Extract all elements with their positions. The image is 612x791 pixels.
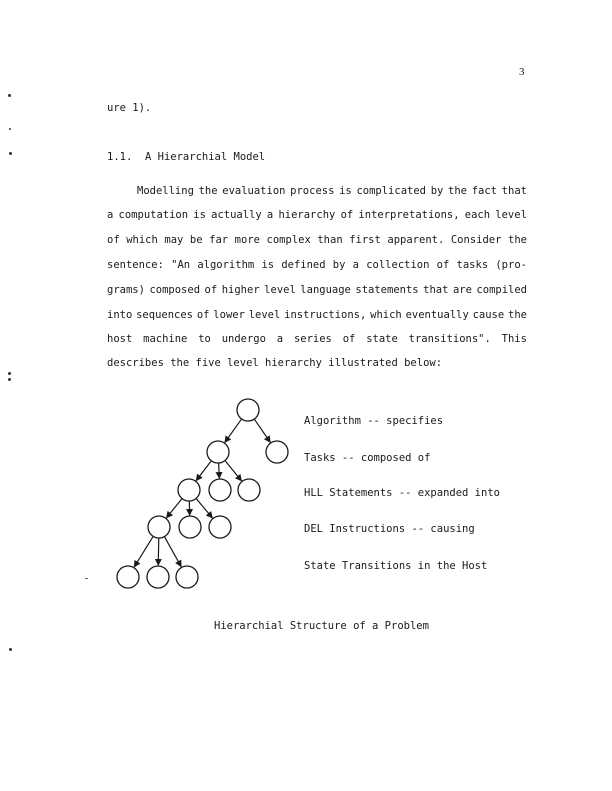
paragraph-word: eventually [405,309,469,321]
paragraph-word: statements [355,284,419,296]
paragraph-word: sequences [136,309,194,321]
paragraph-word: the [508,234,527,246]
paragraph-word: complex [266,234,311,246]
paragraph-word: which [370,309,402,321]
paragraph-word: (pro- [495,259,527,271]
tree-edge-arrow [196,498,212,517]
paragraph-word: level [495,209,527,221]
paragraph-word: that [501,185,527,197]
paragraph-word: cause [472,309,505,321]
paragraph-word: instructions, [284,309,367,321]
paragraph-word: are [452,284,472,296]
paragraph-word: collection [366,259,430,271]
tree-node [176,566,198,588]
paragraph-word: Modelling [137,185,194,197]
paragraph-word: machine [143,333,188,345]
tree-node [209,516,231,538]
paragraph-word: sentence: [107,259,164,271]
paragraph-word: interpretations, [358,209,460,221]
paragraph-word: algorithm [197,259,255,271]
scan-speck [8,94,11,97]
paragraph-word: level [248,309,281,321]
tree-node [266,441,288,463]
paragraph-word: tasks [456,259,489,271]
paragraph-word: apparent. [387,234,445,246]
paragraph-word: This [501,333,527,345]
scan-speck [85,578,88,579]
paragraph-word: to [198,333,211,345]
paragraph-word: hierarchy [278,209,336,221]
paragraph-word: defined [281,259,326,271]
paragraph-word: than [317,234,343,246]
paragraph-word: computation [118,209,189,221]
tree-node [147,566,169,588]
paragraph-word: host [107,333,133,345]
tree-edge-arrow [164,537,181,567]
paragraph-word: of [342,333,356,345]
paragraph-word: is [193,209,206,221]
paragraph-word: complicated [356,185,426,197]
paragraph-word: composed [149,284,201,296]
tree-node [148,516,170,538]
tree-edge-arrow [225,419,242,442]
figure-caption: Hierarchial Structure of a Problem [214,620,429,632]
paragraph-word: "An [171,259,191,271]
paragraph-word: higher [221,284,260,296]
tree-edge-arrow [167,499,183,518]
paragraph-word: which [126,234,158,246]
paragraph-word: by [430,185,444,197]
tree-node [207,441,229,463]
paragraph-word: by [332,259,346,271]
paragraph-word: fact [471,185,497,197]
paragraph-word: actually [211,209,262,221]
paragraph-word: level [264,284,296,296]
scan-speck [8,372,11,375]
paragraph-word: the [198,185,218,197]
scan-speck [8,378,11,381]
paragraph-word: is [339,185,352,197]
paragraph-word: undergo [221,333,266,345]
paragraph-word: a [107,209,114,221]
scan-speck [9,648,12,651]
paragraph-word: be [189,234,203,246]
paragraph-word: more [234,234,260,246]
paragraph-word: language [300,284,351,296]
tree-node [209,479,231,501]
paragraph-word: each [464,209,491,221]
paragraph-word: that [423,284,449,296]
tree-node [178,479,200,501]
level-label-tasks: Tasks -- composed of [304,452,431,464]
tree-edge-arrow [219,463,220,478]
paragraph-word: first [349,234,381,246]
page-number: 3 [519,66,525,78]
paragraph-last-line: describes the five level hierarchy illustrated below: [107,357,443,369]
paragraph-word: of [436,259,450,271]
paragraph-word: grams) [107,284,145,296]
scan-speck [9,152,12,155]
paragraph-word: is [261,259,275,271]
tree-node [179,516,201,538]
paragraph-word: the [448,185,467,197]
tree-node [238,479,260,501]
paragraph-word: compiled [476,284,527,296]
paragraph-word: may [164,234,184,246]
tree-edge-arrow [158,538,159,565]
scan-speck [9,128,11,130]
tree-node [237,399,259,421]
paragraph-word: a [266,209,274,221]
paragraph-word: the [508,309,527,321]
level-label-hll-statements: HLL Statements -- expanded into [304,487,500,499]
continuation-text: ure 1). [107,102,152,114]
tree-edge-arrow [196,461,211,481]
tree-node [117,566,139,588]
paragraph-word: of [204,284,218,296]
paragraph-word: lower [213,309,245,321]
level-label-algorithm: Algorithm -- specifies [304,415,444,427]
section-number: 1.1. [107,151,133,163]
section-title: A Hierarchial Model [145,151,266,163]
paragraph-word: series [293,333,332,345]
paragraph-word: a [276,333,284,345]
paragraph-word: into [107,309,133,321]
tree-edge-arrow [225,461,241,481]
paragraph-word: of [107,234,120,246]
paragraph-word: of [196,309,210,321]
tree-edge-arrow [134,536,153,566]
level-label-del-instructions: DEL Instructions -- causing [304,523,475,535]
level-label-state-transitions: State Transitions in the Host [304,560,488,572]
paragraph-word: state [366,333,398,345]
paragraph-word: of [340,209,354,221]
tree-edge-arrow [254,419,270,442]
paragraph-word: Consider [450,234,502,246]
paragraph-word: transitions". [408,333,491,345]
paragraph-word: far [209,234,229,246]
paragraph-word: process [290,185,335,197]
paragraph-word: a [352,259,359,271]
paragraph-word: evaluation [222,185,286,197]
